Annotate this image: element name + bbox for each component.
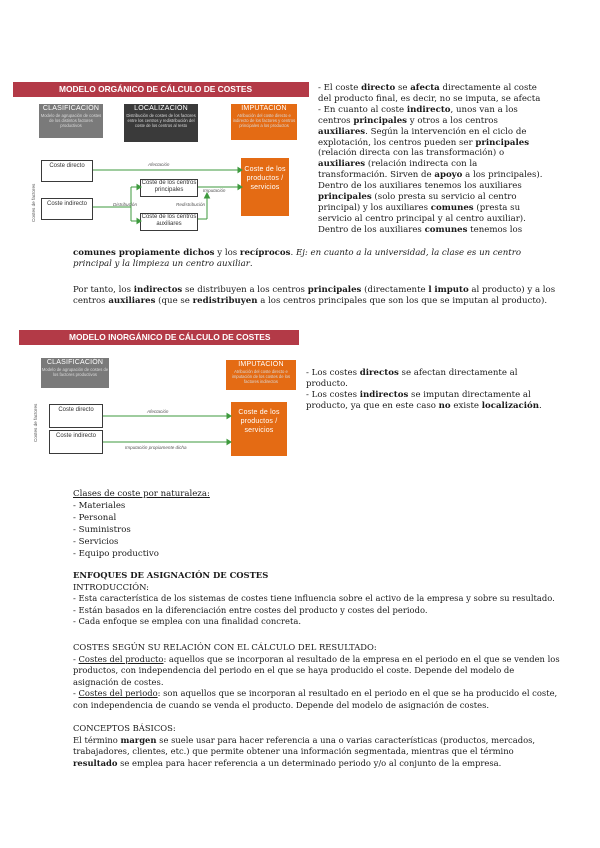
coste-directo-box: Coste directo [41,160,93,182]
coste-directo-box: Coste directo [49,404,103,428]
text-line: Dentro de los auxiliares tenemos los auxiliares [318,181,522,192]
text-line: explotación, los centros pueden ser principales [318,137,530,148]
centros-auxiliares-box: Coste de los centros auxiliares [140,213,198,231]
imputacion-label: Imputación propiamente dicha [125,445,187,450]
text-line: principal y la limpieza un centro auxiliar. [73,258,253,269]
text-line: asignación de costes. [73,676,164,687]
imputacion-box: IMPUTACIÓN Atribución del coste directo e imputación de los costes de los factores indirectos [226,360,296,390]
side-label: Costes de factores [33,403,38,442]
list-item: - Personal [73,513,117,523]
text-line: auxiliares (relación indirecta con la [318,159,478,170]
afectacion-label: Afectación [147,409,169,414]
section-title: CONCEPTOS BÁSICOS: [73,723,176,733]
text-line: (relación directa con las transformación) o [318,148,505,159]
diagram-arrows [19,330,299,460]
diagram-organico [13,82,309,232]
text-line: - Los costes directos se afectan directamente al [306,368,518,378]
enfoques-section [73,570,598,628]
text-line: comunes propiamente dichos y los recíprocos. Ej: en cuanto a la universidad, la clase es un centro [73,248,522,258]
coste-productos-box: Coste de los productos / servicios [241,158,289,216]
text-line: resultado se emplea para hacer referencia a un determinado periodo y/o al conjunto de la empresa. [73,757,502,768]
centros-principales-box: Coste de los centros principales [140,179,198,197]
clases-section [73,488,373,560]
list-item: - Equipo productivo [73,549,159,559]
diagram-title: MODELO ORGÁNICO DE CÁLCULO DE COSTES [13,82,309,97]
coste-indirecto-box: Coste indirecto [41,198,93,220]
distribucion-label: Distribución [113,202,137,207]
section-title: COSTES SEGÚN SU RELACIÓN CON EL CÁLCULO DEL RESULTADO: [73,642,377,652]
text-line: - En cuanto al coste indirecto, unos van a los [318,104,518,115]
afectacion-label: Afectación [148,162,170,167]
text-line: Dentro de los auxiliares comunes tenemos los [318,224,523,235]
text-line: principales (solo presta su servicio al centro [318,192,517,203]
diagram-title: MODELO INORGÁNICO DE CÁLCULO DE COSTES [19,330,299,345]
diagram-inorganico [19,330,299,460]
text-line: principal) y los auxiliares comunes (presta su [318,202,521,213]
diagram-arrows [13,82,309,232]
list-item: - Materiales [73,501,126,511]
redistribucion-label: Redistribución [176,202,206,207]
section-title: ENFOQUES DE ASIGNACIÓN DE COSTES [73,570,269,580]
imputacion-label: Imputación [203,188,226,193]
text-line: producto, ya que en este caso no existe localización. [306,400,542,411]
section-title: Clases de coste por naturaleza: [73,489,210,499]
right-column-1 [318,83,598,236]
text-line: - Costes del producto: aquellos que se incorporan al resultado de la empresa en el periodo en el que se venden los [73,653,560,664]
imputacion-box: IMPUTACIÓN Atribución del coste directo e indirecto de los factores y centros principales a los productos [231,104,297,140]
list-item: - Cada enfoque se emplea con una finalidad concreta. [73,616,301,627]
full-paragraph-2 [73,285,598,307]
section-subtitle: INTRODUCCIÓN: [73,581,150,592]
coste-indirecto-box: Coste indirecto [49,430,103,454]
text-line: - El coste directo se afecta directamente al coste [318,83,537,93]
text-line: centros auxiliares (que se redistribuyen a los centros principales que son los que se imputan al producto). [73,295,548,306]
text-line: Por tanto, los indirectos se distribuyen a los centros principales (directamente l imputo al producto) y a los [73,285,556,295]
text-line: transformación. Sirven de apoyo a los principales). [318,170,543,181]
full-paragraph-1 [73,248,598,270]
text-line: con independencia de cuando se venda el producto. Depende del modelo de asignación de costes. [73,699,490,710]
text-line: servicio al centro principal y al centro auxiliar). [318,213,526,224]
text-line: centros principales y otros a los centros [318,115,498,126]
text-line: El término margen se suele usar para hacer referencia a una o varias características (productos, mercados, [73,734,536,745]
list-item: - Esta característica de los sistemas de costes tiene influencia sobre el activo de la empresa y sobre su resultado. [73,593,555,604]
text-line: trabajadores, clientes, etc.) que permite obtener una información segmentada, mientras que el término [73,746,514,757]
clasificacion-box: CLASIFICACIÓN Modelo de agrupación de costes de los factores productivos [41,358,109,388]
relacion-section [73,642,598,712]
coste-productos-box: Coste de los productos / servicios [231,402,287,456]
text-line: del producto final, es decir, no se imputa, se afecta [318,93,541,104]
side-label: Costes de factores [31,183,36,222]
list-item: - Están basados en la diferenciación entre costes del producto y costes del periodo. [73,604,428,615]
text-line: auxiliares. Según la intervención en el ciclo de [318,126,527,137]
list-item: - Suministros [73,525,131,535]
conceptos-section [73,723,598,769]
clasificacion-box: CLASIFICACIÓN Modelo de agrupación de costes de los distintos factores productivos [39,104,103,138]
localizacion-box: LOCALIZACIÓN Distribución de costes de los factores entre los centros y redistribución del coste de los centros al resto [124,104,198,142]
text-line: producto. [306,378,348,389]
text-line: - Los costes indirectos se imputan directamente al [306,389,531,400]
text-line: productos, con independencia del periodo en el que se haya producido el coste. Depende del modelo de [73,665,515,676]
text-line: - Costes del periodo: son aquellos que se incorporan al resultado en el periodo en el que se ha producido el coste, [73,688,558,699]
right-column-2 [306,368,598,412]
list-item: - Servicios [73,537,119,547]
